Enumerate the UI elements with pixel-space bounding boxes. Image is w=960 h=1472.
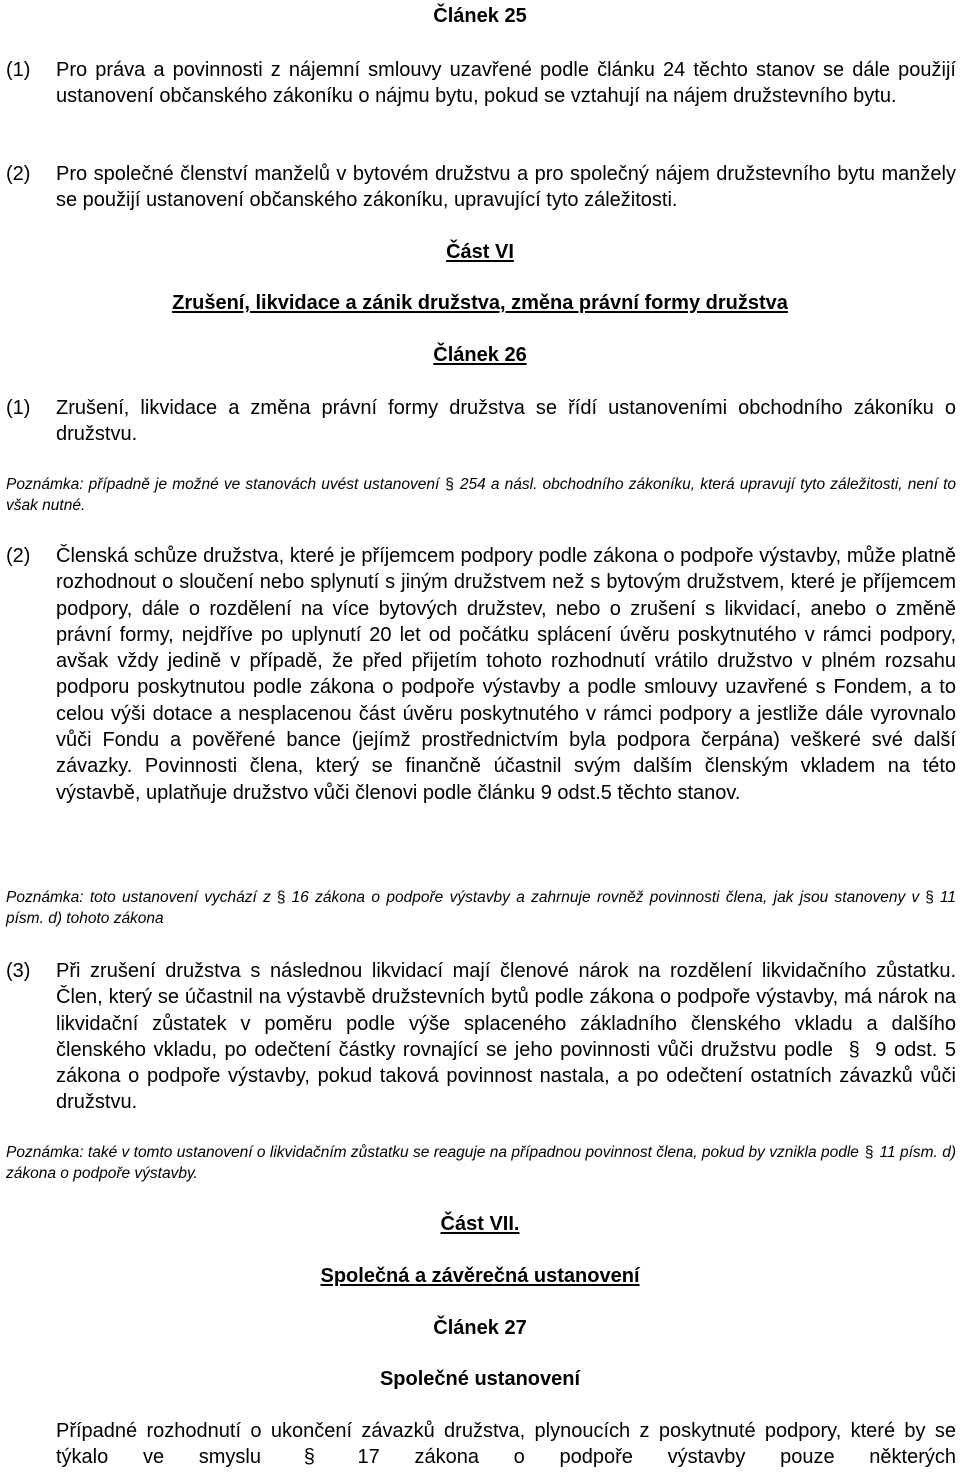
section-sign: §: [303, 1446, 315, 1469]
paragraph-text: Pro společné členství manželů v bytovém družstvu a pro společný nájem družstevního bytu manžely se použijí ustanovení občanského zákoníku, upravující tyto záležitosti.: [56, 163, 956, 212]
paragraph-text-part: Případné rozhodnutí o ukončení závazků družstva, plynoucích z poskytnuté podpory, které by se týkalo ve smyslu: [56, 1420, 956, 1469]
article-26-heading: Článek 26: [433, 344, 527, 366]
paragraph-number: (2): [6, 545, 31, 567]
section-sign: §: [276, 889, 286, 906]
note-text: Poznámka: toto ustanovení vychází z: [6, 889, 271, 906]
note-text: 11 písm. d) zákona o podpoře výstavby.: [6, 1144, 956, 1182]
paragraph-number: (1): [6, 59, 31, 81]
section-sign: §: [848, 1038, 860, 1061]
part-6-title: Zrušení, likvidace a zánik družstva, změna právní formy družstva: [172, 292, 788, 314]
paragraph-text-part: Při zrušení družstva s následnou likvidací mají členové nárok na rozdělení likvidačního zůstatku. Člen, který se účastnil na výstavbě družstevních bytů podle zákona o podpoře výstavby, má nárok na likvidační zůstatek v poměru podle výše splaceného základního členského vkladu a dalšího členského vkladu, po odečtení částky rovnající se jeho povinnosti vůči družstvu podle: [56, 960, 956, 1061]
article-26-paragraph-2: [6, 543, 956, 806]
paragraph-text-part: 9 odst. 5 zákona o podpoře výstavby, pokud taková povinnost nastala, a po odečtení ostatních závazků vůči družstvu.: [56, 1038, 957, 1114]
article-25-heading: Článek 25: [433, 5, 527, 27]
section-sign: §: [445, 476, 454, 493]
article-25-paragraph-1: [6, 57, 956, 110]
article-26-note-3: [6, 1142, 956, 1184]
paragraph-number: (3): [6, 960, 31, 982]
part-7-title: Společná a závěrečná ustanovení: [320, 1265, 640, 1287]
article-26-paragraph-1: [6, 395, 956, 448]
note-text: Poznámka: také v tomto ustanovení o likvidačním zůstatku se reaguje na případnou povinnost člena, pokud by vznikla podle: [6, 1144, 859, 1161]
article-27-paragraph: [6, 1418, 956, 1471]
paragraph-text: Zrušení, likvidace a změna právní formy družstva se řídí ustanoveními obchodního zákoníku o družstvu.: [56, 397, 956, 446]
paragraph-text: Členská schůze družstva, které je příjemcem podpory podle zákona o podpoře výstavby, může platně rozhodnout o sloučení nebo splynutí s jiným družstvem než s bytovým družstvem, které je příjemcem podpory, dále o rozdělení na více bytových družstev, nebo o zrušení s likvidací, anebo o změně právní formy, nejdříve po uplynutí 20 let od počátku splácení úvěru poskytnutého v rámci podpory, avšak vždy jedině v případě, že před přijetím tohoto rozhodnutí vrátilo družstvo v plném rozsahu podporu poskytnutou podle zákona o podpoře výstavby a podle smlouvy uzavřené s Fondem, a to celou výši dotace a nesplacenou část úvěru poskytnutého v rámci podpory a jestliže dále vyrovnalo vůči Fondu a pověřené bance (jejímž prostřednictvím byla podpora čerpána) veškeré své další závazky. Povinnosti člena, který se finančně účastnil svým dalším členským vkladem na této výstavbě, uplatňuje družstvo vůči členovi podle článku 9 odst.5 těchto stanov.: [56, 545, 956, 804]
paragraph-text: [56, 958, 956, 1116]
note-text: 11 písm. d) tohoto zákona: [6, 889, 957, 927]
article-27-subheading: Společné ustanovení: [379, 1368, 581, 1390]
article-25-paragraph-2: [6, 161, 956, 214]
paragraph-number: (2): [6, 163, 31, 185]
paragraph-number: (1): [6, 397, 31, 419]
part-6-heading: Část VI: [446, 241, 514, 263]
note-text: Poznámka: případně je možné ve stanovách uvést ustanovení: [6, 476, 440, 493]
article-26-note-2: [6, 887, 956, 929]
section-sign: §: [925, 889, 934, 906]
note-text: 254 a násl. obchodního zákoníku, která upravují tyto záležitosti, není to však nutné.: [6, 476, 956, 514]
paragraph-text: [56, 1418, 956, 1471]
note-text: 16 zákona o podpoře výstavby a zahrnuje rovněž povinnosti člena, jak jsou stanoveny v: [291, 889, 920, 906]
section-sign: §: [864, 1144, 874, 1161]
paragraph-text: Pro práva a povinnosti z nájemní smlouvy uzavřené podle článku 24 těchto stanov se dále použijí ustanovení občanského zákoníku o nájmu bytu, pokud se vztahují na nájem družstevního bytu.: [56, 59, 956, 108]
paragraph-text-part: 17 zákona o podpoře výstavby pouze některých: [357, 1446, 956, 1469]
article-27-heading: Článek 27: [433, 1317, 527, 1339]
article-26-paragraph-3: [6, 958, 956, 1116]
article-26-note-1: [6, 474, 956, 516]
part-7-heading: Část VII.: [440, 1213, 520, 1235]
